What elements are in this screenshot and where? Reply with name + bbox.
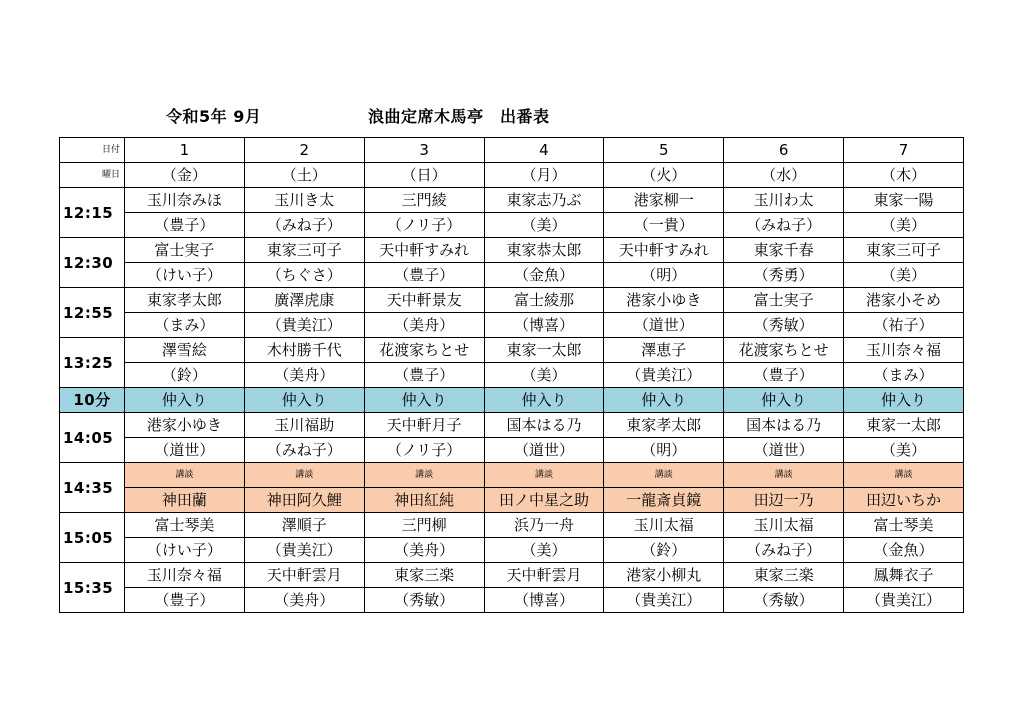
weekday-cell: （水） [724,163,844,188]
shamisen-name: （美） [484,538,604,563]
shamisen-name: （金魚） [844,538,964,563]
performer-name: 天中軒すみれ [604,238,724,263]
shamisen-name: （秀敏） [364,588,484,613]
shamisen-name: （道世） [125,438,245,463]
shamisen-name: （道世） [484,438,604,463]
performer-name: 廣澤虎康 [244,288,364,313]
shamisen-name: （美） [844,438,964,463]
shamisen-name: （美舟） [364,313,484,338]
title-row [0,104,1024,130]
performer-name: 玉川太福 [724,513,844,538]
performer-name: 玉川太福 [604,513,724,538]
intermission-cell: 仲入り [604,388,724,413]
header-date-row [60,138,964,163]
shamisen-name: （貴美江） [604,363,724,388]
kodan-performer: 神田紅純 [364,488,484,513]
schedule-body [60,138,964,613]
kodan-row-top [60,463,964,488]
slot-row-top [60,338,964,363]
performer-name: 国本はる乃 [484,413,604,438]
shamisen-name: （金魚） [484,263,604,288]
shamisen-name: （美） [844,213,964,238]
performer-name: 天中軒景友 [364,288,484,313]
shamisen-name: （美） [484,213,604,238]
slot-row-bottom [60,213,964,238]
kodan-performer: 田辺一乃 [724,488,844,513]
date-label: 日付 [60,138,125,163]
shamisen-name: （美） [484,363,604,388]
shamisen-name: （まみ） [125,313,245,338]
slot-row-bottom [60,313,964,338]
performer-name: 天中軒すみれ [364,238,484,263]
performer-name: 東家孝太郎 [125,288,245,313]
performer-name: 東家志乃ぶ [484,188,604,213]
performer-name: 東家一太郎 [484,338,604,363]
performer-name: 玉川わ太 [724,188,844,213]
date-cell: 1 [125,138,245,163]
kodan-label: 講談 [724,463,844,488]
shamisen-name: （美舟） [244,588,364,613]
performer-name: 港家小ゆき [125,413,245,438]
performer-name: 鳳舞衣子 [844,563,964,588]
performer-name: 玉川奈々福 [844,338,964,363]
date-cell: 7 [844,138,964,163]
shamisen-name: （ノリ子） [364,213,484,238]
performer-name: 東家孝太郎 [604,413,724,438]
performer-name: 浜乃一舟 [484,513,604,538]
weekday-cell: （日） [364,163,484,188]
slot-row-bottom [60,438,964,463]
performer-name: 玉川奈々福 [125,563,245,588]
kodan-label: 講談 [364,463,484,488]
shamisen-name: （秀敏） [724,588,844,613]
shamisen-name: （美舟） [364,538,484,563]
time-label: 14:35 [60,463,125,513]
shamisen-name: （博喜） [484,588,604,613]
date-cell: 2 [244,138,364,163]
slot-row-bottom [60,263,964,288]
time-label: 13:25 [60,338,125,388]
shamisen-name: （一貴） [604,213,724,238]
date-cell: 5 [604,138,724,163]
shamisen-name: （豊子） [125,213,245,238]
performer-name: 玉川福助 [244,413,364,438]
performer-name: 三門柳 [364,513,484,538]
shamisen-name: （秀敏） [724,313,844,338]
intermission-row [60,388,964,413]
performer-name: 澤恵子 [604,338,724,363]
shamisen-name: （道世） [604,313,724,338]
kodan-label: 講談 [604,463,724,488]
intermission-cell: 仲入り [724,388,844,413]
time-label: 15:05 [60,513,125,563]
shamisen-name: （豊子） [724,363,844,388]
weekday-cell: （木） [844,163,964,188]
shamisen-name: （貴美江） [244,313,364,338]
performer-name: 東家三楽 [724,563,844,588]
time-label: 12:15 [60,188,125,238]
performer-name: 国本はる乃 [724,413,844,438]
intermission-cell: 仲入り [125,388,245,413]
kodan-performer: 一龍斎貞鏡 [604,488,724,513]
time-label: 12:30 [60,238,125,288]
schedule-table [59,137,964,613]
weekday-cell: （月） [484,163,604,188]
shamisen-name: （明） [604,438,724,463]
performer-name: 三門綾 [364,188,484,213]
shamisen-name: （豊子） [125,588,245,613]
performer-name: 富士琴美 [125,513,245,538]
time-label: 12:55 [60,288,125,338]
performer-name: 玉川き太 [244,188,364,213]
performer-name: 港家小柳丸 [604,563,724,588]
performer-name: 富士実子 [724,288,844,313]
slot-row-top [60,238,964,263]
shamisen-name: （みね子） [244,438,364,463]
performer-name: 天中軒雲月 [244,563,364,588]
intermission-cell: 仲入り [364,388,484,413]
slot-row-top [60,188,964,213]
header-weekday-row [60,163,964,188]
slot-row-top [60,413,964,438]
performer-name: 東家三可子 [244,238,364,263]
shamisen-name: （みね子） [724,538,844,563]
shamisen-name: （ノリ子） [364,438,484,463]
shamisen-name: （みね子） [724,213,844,238]
shamisen-name: （豊子） [364,363,484,388]
weekday-cell: （金） [125,163,245,188]
date-cell: 6 [724,138,844,163]
weekday-cell: （火） [604,163,724,188]
time-label: 15:35 [60,563,125,613]
performer-name: 玉川奈みほ [125,188,245,213]
kodan-performer: 田辺いちか [844,488,964,513]
time-label: 10分 [60,388,125,413]
date-cell: 3 [364,138,484,163]
performer-name: 港家小そめ [844,288,964,313]
shamisen-name: （貴美江） [844,588,964,613]
kodan-label: 講談 [484,463,604,488]
performer-name: 富士綾那 [484,288,604,313]
weekday-cell: （土） [244,163,364,188]
kodan-performer: 田ノ中星之助 [484,488,604,513]
performer-name: 東家恭太郎 [484,238,604,263]
performer-name: 天中軒月子 [364,413,484,438]
shamisen-name: （美舟） [244,363,364,388]
shamisen-name: （みね子） [244,213,364,238]
shamisen-name: （祐子） [844,313,964,338]
performer-name: 東家千春 [724,238,844,263]
performer-name: 花渡家ちとせ [724,338,844,363]
date-cell: 4 [484,138,604,163]
kodan-performer: 神田阿久鯉 [244,488,364,513]
slot-row-top [60,563,964,588]
slot-row-bottom [60,538,964,563]
shamisen-name: （秀勇） [724,263,844,288]
intermission-cell: 仲入り [244,388,364,413]
intermission-cell: 仲入り [484,388,604,413]
shamisen-name: （道世） [724,438,844,463]
performer-name: 澤雪絵 [125,338,245,363]
performer-name: 港家小ゆき [604,288,724,313]
title-venue: 浪曲定席木馬亭 出番表 [368,107,550,126]
shamisen-name: （鈴） [125,363,245,388]
performer-name: 花渡家ちとせ [364,338,484,363]
shamisen-name: （博喜） [484,313,604,338]
slot-row-top [60,513,964,538]
shamisen-name: （けい子） [125,263,245,288]
kodan-row-bottom [60,488,964,513]
shamisen-name: （まみ） [844,363,964,388]
shamisen-name: （ちぐさ） [244,263,364,288]
kodan-label: 講談 [844,463,964,488]
kodan-performer: 神田蘭 [125,488,245,513]
performer-name: 天中軒雲月 [484,563,604,588]
shamisen-name: （鈴） [604,538,724,563]
shamisen-name: （けい子） [125,538,245,563]
kodan-label: 講談 [244,463,364,488]
shamisen-name: （豊子） [364,263,484,288]
weekday-label: 曜日 [60,163,125,188]
performer-name: 東家三可子 [844,238,964,263]
shamisen-name: （貴美江） [244,538,364,563]
slot-row-top [60,288,964,313]
performer-name: 東家一陽 [844,188,964,213]
performer-name: 港家柳一 [604,188,724,213]
performer-name: 東家三楽 [364,563,484,588]
kodan-label: 講談 [125,463,245,488]
performer-name: 富士実子 [125,238,245,263]
slot-row-bottom [60,363,964,388]
performer-name: 木村勝千代 [244,338,364,363]
performer-name: 富士琴美 [844,513,964,538]
performer-name: 東家一太郎 [844,413,964,438]
shamisen-name: （貴美江） [604,588,724,613]
title-date: 令和5年 9月 [166,107,262,126]
shamisen-name: （美） [844,263,964,288]
shamisen-name: （明） [604,263,724,288]
intermission-cell: 仲入り [844,388,964,413]
performer-name: 澤順子 [244,513,364,538]
time-label: 14:05 [60,413,125,463]
slot-row-bottom [60,588,964,613]
